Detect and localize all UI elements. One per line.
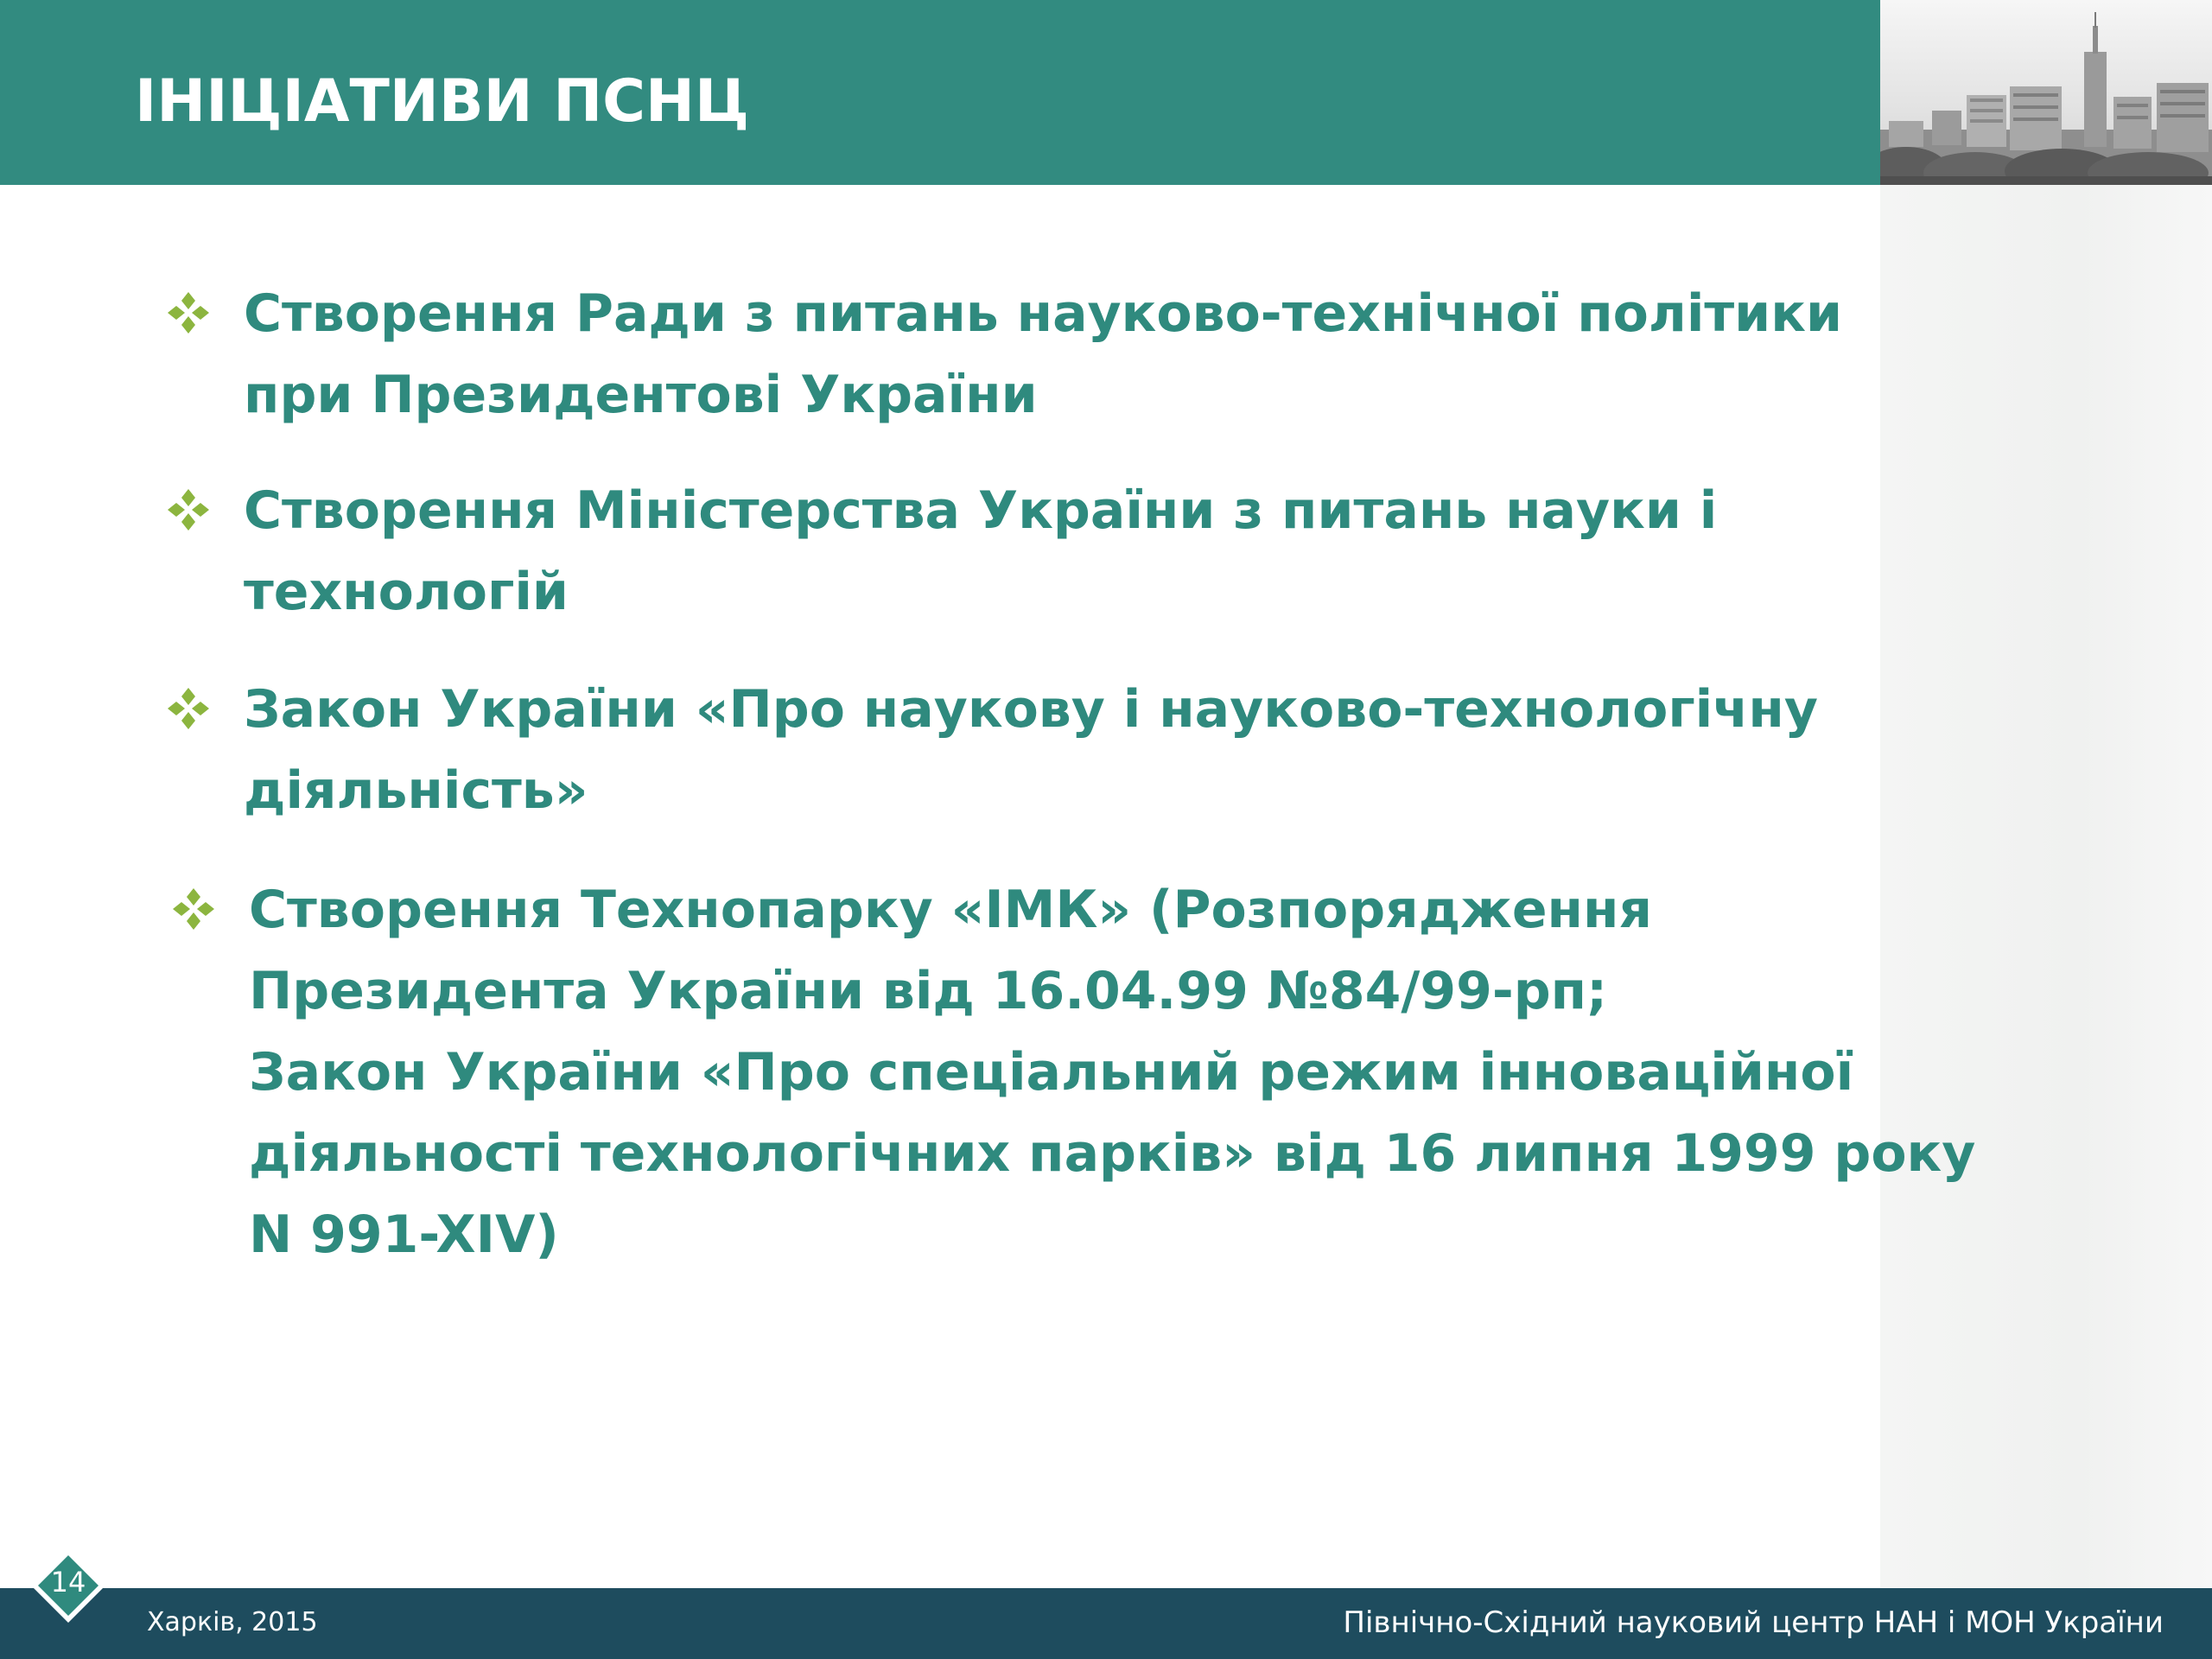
bullet-line: при Президентові України: [244, 365, 1038, 425]
four-diamond-bullet-icon: [169, 885, 218, 933]
city-skyline-photo: [1880, 0, 2212, 185]
page-number: 14: [50, 1566, 86, 1599]
bullet-line: N 991-XIV): [249, 1205, 559, 1265]
bullet-line: Закон України «Про наукову і науково-технологічну: [244, 679, 1819, 740]
four-diamond-bullet-icon: [164, 289, 213, 337]
bullet-line: Створення Ради з питань науково-технічної політики: [244, 283, 1842, 344]
bullet-text: [244, 470, 1972, 632]
bullet-text: [249, 869, 1977, 1275]
bullet-line: технологій: [244, 562, 569, 622]
slide-title: ІНІЦІАТИВИ ПСНЦ: [135, 67, 750, 136]
bullet-text: [244, 669, 1972, 831]
bullet-line: Створення Міністерства України з питань науки і: [244, 480, 1718, 541]
bullet-line: Президента України від 16.04.99 №84/99-рп;: [249, 961, 1608, 1021]
bullet-text: [244, 273, 1972, 435]
four-diamond-bullet-icon: [164, 684, 213, 733]
bullet-line: Закон України «Про спеціальний режим інноваційної: [249, 1042, 1854, 1103]
four-diamond-bullet-icon: [164, 486, 213, 534]
header-band: [0, 0, 1880, 185]
footer-city-year: Харків, 2015: [147, 1607, 318, 1637]
bullet-line: діяльності технологічних парків» від 16 липня 1999 року: [249, 1123, 1976, 1184]
bullet-line: Створення Технопарку «ІМК» (Розпорядження: [249, 880, 1652, 940]
footer-organization: Північно-Східний науковий центр НАН і МОН України: [1343, 1605, 2164, 1640]
bullet-line: діяльність»: [244, 760, 588, 821]
footer-band: [0, 1588, 2212, 1659]
